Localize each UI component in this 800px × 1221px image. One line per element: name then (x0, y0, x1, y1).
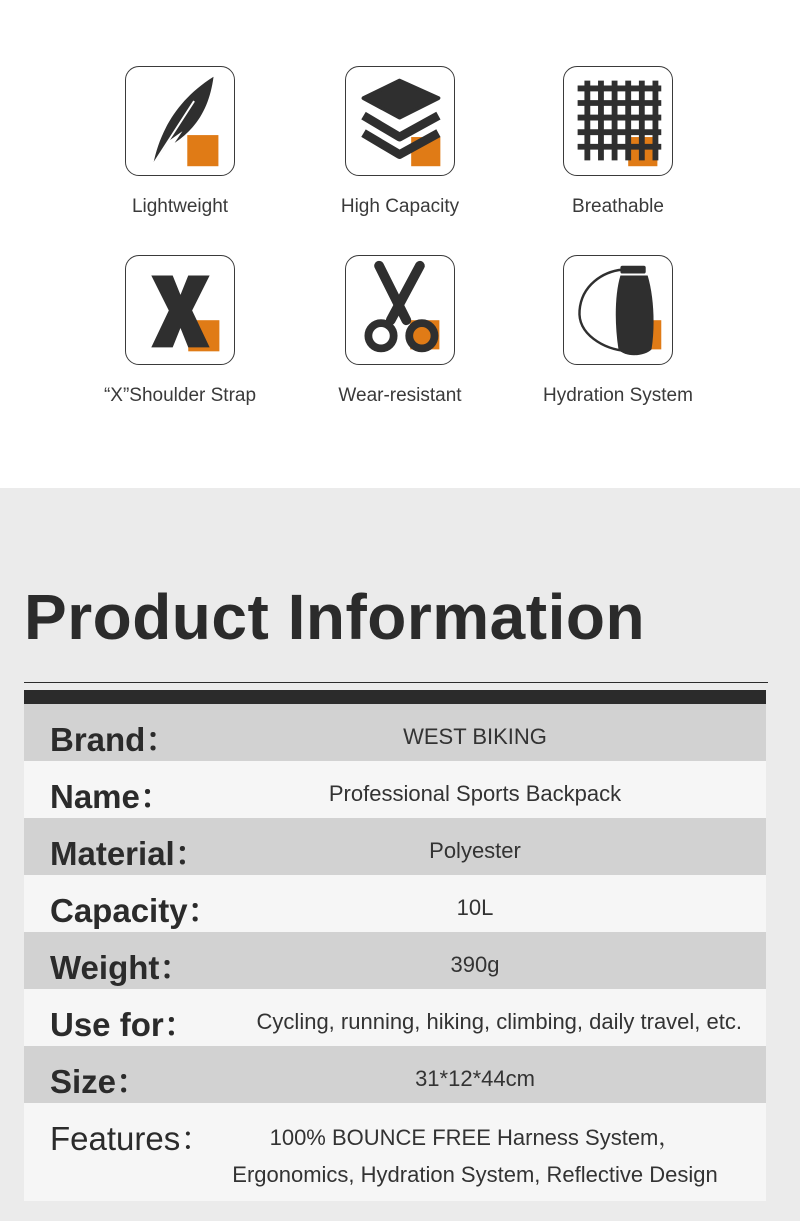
row-size (24, 1046, 766, 1103)
feature-label: High Capacity (340, 196, 460, 217)
scissors-icon (345, 255, 455, 365)
divider (24, 682, 768, 683)
row-use-for (24, 989, 766, 1046)
product-information-section (0, 488, 800, 1221)
row-brand (24, 704, 766, 761)
row-label: Use for： (50, 1006, 197, 1043)
row-weight (24, 932, 766, 989)
row-value: Polyester (429, 838, 521, 863)
row-label: Material： (50, 835, 208, 872)
row-label: Brand： (50, 721, 179, 758)
table-header-bar (24, 690, 766, 704)
feather-icon (125, 66, 235, 176)
row-value: 10L (456, 895, 494, 920)
water-bladder-icon (563, 255, 673, 365)
feature-label: “X”Shoulder Strap (103, 385, 257, 406)
row-name (24, 761, 766, 818)
row-material (24, 818, 766, 875)
feature-label: Lightweight (131, 196, 229, 217)
row-value-line: Ergonomics, Hydration System, Reflective Design (232, 1162, 718, 1187)
row-label: Features： (50, 1120, 214, 1157)
row-label: Size： (50, 1063, 150, 1100)
mesh-grid-icon (563, 66, 673, 176)
row-features (24, 1103, 766, 1201)
row-value: Professional Sports Backpack (328, 781, 622, 806)
row-value-line: 100% BOUNCE FREE Harness System， (269, 1125, 681, 1150)
row-value (184, 1119, 766, 1193)
row-value: 31*12*44cm (415, 1066, 535, 1091)
feature-lightweight (80, 66, 280, 218)
product-info-table (24, 704, 766, 1201)
x-strap-icon (125, 255, 235, 365)
feature-high-capacity (300, 66, 500, 218)
row-label: Weight： (50, 949, 193, 986)
row-capacity (24, 875, 766, 932)
feature-wear-resistant (300, 255, 500, 407)
feature-label: Breathable (572, 196, 664, 217)
row-value: WEST BIKING (403, 724, 547, 749)
row-value: 390g (450, 952, 500, 977)
row-label: Capacity： (50, 892, 221, 929)
layers-icon (345, 66, 455, 176)
section-title: Product Information (24, 581, 646, 653)
feature-icons-section (0, 0, 800, 488)
feature-hydration-system (518, 255, 718, 407)
feature-x-shoulder-strap (80, 255, 280, 407)
row-label: Name： (50, 778, 173, 815)
feature-label: Hydration System (543, 385, 693, 406)
feature-label: Wear-resistant (338, 385, 462, 406)
row-value: Cycling, running, hiking, climbing, daily travel, etc. (256, 1009, 742, 1034)
feature-breathable (518, 66, 718, 218)
